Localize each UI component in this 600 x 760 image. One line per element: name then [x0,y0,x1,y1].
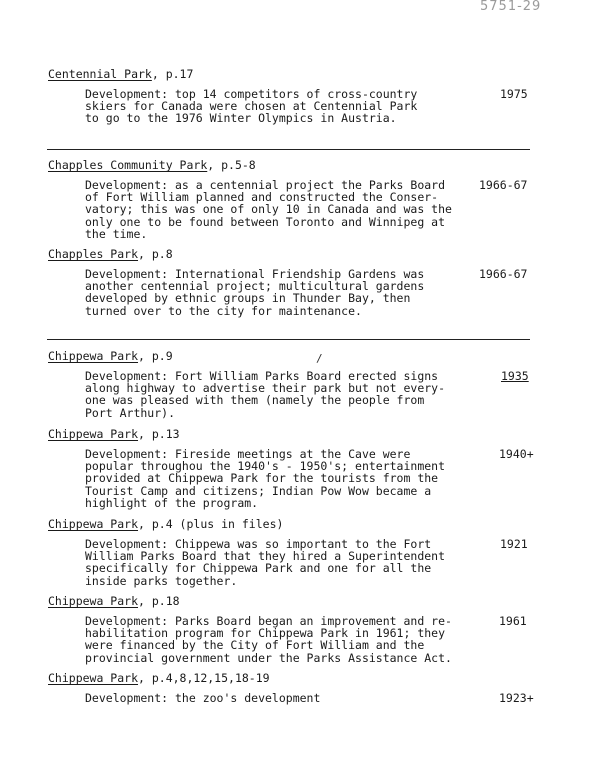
entry-year: 1961 [499,614,527,628]
entry-title [48,350,173,363]
entry-year: 1921 [500,537,528,551]
section-divider [47,149,530,150]
entry-description: Development: the zoo's development [85,691,321,705]
entry-description: Development: Parks Board began an improvement and re- habilitation program for Chippewa Park in 1961; they were financed by the City of Fort William and the provincial government under the Parks Assistance Act. [85,614,452,665]
entry-title [48,672,270,685]
entry-description: Development: Fort William Parks Board erected signs along highway to advertise their park but not every- one was pleased with them (namely the people from Port Arthur). [85,369,446,420]
entry-description: Development: top 14 competitors of cross-country skiers for Canada were chosen at Centennial Park to go to the 1976 Winter Olympics in Austria. [85,87,418,126]
park-name: Chapples Park [48,247,139,261]
entry-year: 1966-67 [479,267,528,281]
park-name: Chippewa Park [48,594,139,608]
page-ref: , p.4 (plus in files) [138,517,284,531]
entry-year: 1966-67 [479,178,528,192]
entry-year: 1935 [501,369,529,383]
page-ref: , p.4,8,12,15,18-19 [138,671,270,685]
entry-title [48,428,180,441]
park-name: Chippewa Park [48,427,139,441]
page-ref: , p.9 [138,349,173,363]
entry-year: 1940+ [499,447,534,461]
page-ref: , p.18 [138,594,180,608]
park-name: Chippewa Park [48,671,139,685]
entry-title [48,595,180,608]
page-ref: , p.5-8 [207,158,256,172]
park-name: Chippewa Park [48,349,139,363]
entry-description: Development: International Friendship Gardens was another centennial project; multicultural gardens developed by ethnic groups in Thunder Bay, then turned over to the city for maintenance. [85,267,425,318]
entry-description: Development: Chippewa was so important to the Fort William Parks Board that they hired a Superintendent specifically for Chippewa Park and one for all the inside parks together. [85,537,446,588]
park-name: Centennial Park [48,67,152,81]
archive-stamp: 5751-29 [480,0,542,14]
entry-year: 1923+ [499,691,534,705]
page-ref: , p.13 [138,427,180,441]
entry-description: Development: Fireside meetings at the Cave were popular throughou the 1940's - 1950's; entertainment provided at Chippewa Park for the tourists from the Tourist Camp and citizens; Indian Pow Wow became a highlight of the program. [85,447,446,510]
entry-title [48,518,283,531]
entry-year: 1975 [500,87,528,101]
entry-title [48,68,193,81]
park-name: Chippewa Park [48,517,139,531]
entry-title [48,159,256,172]
park-name: Chapples Community Park [48,158,208,172]
entry-title [48,248,173,261]
page-ref: , p.17 [151,67,194,81]
pen-mark: / [316,352,323,365]
page-ref: , p.8 [138,247,173,261]
entry-description: Development: as a centennial project the Parks Board of Fort William planned and constructed the Conser- vatory; this was one of only 10 in Canada and was the only one to be found between Toronto and Winnipeg at the time. [85,178,452,241]
section-divider [47,339,530,340]
